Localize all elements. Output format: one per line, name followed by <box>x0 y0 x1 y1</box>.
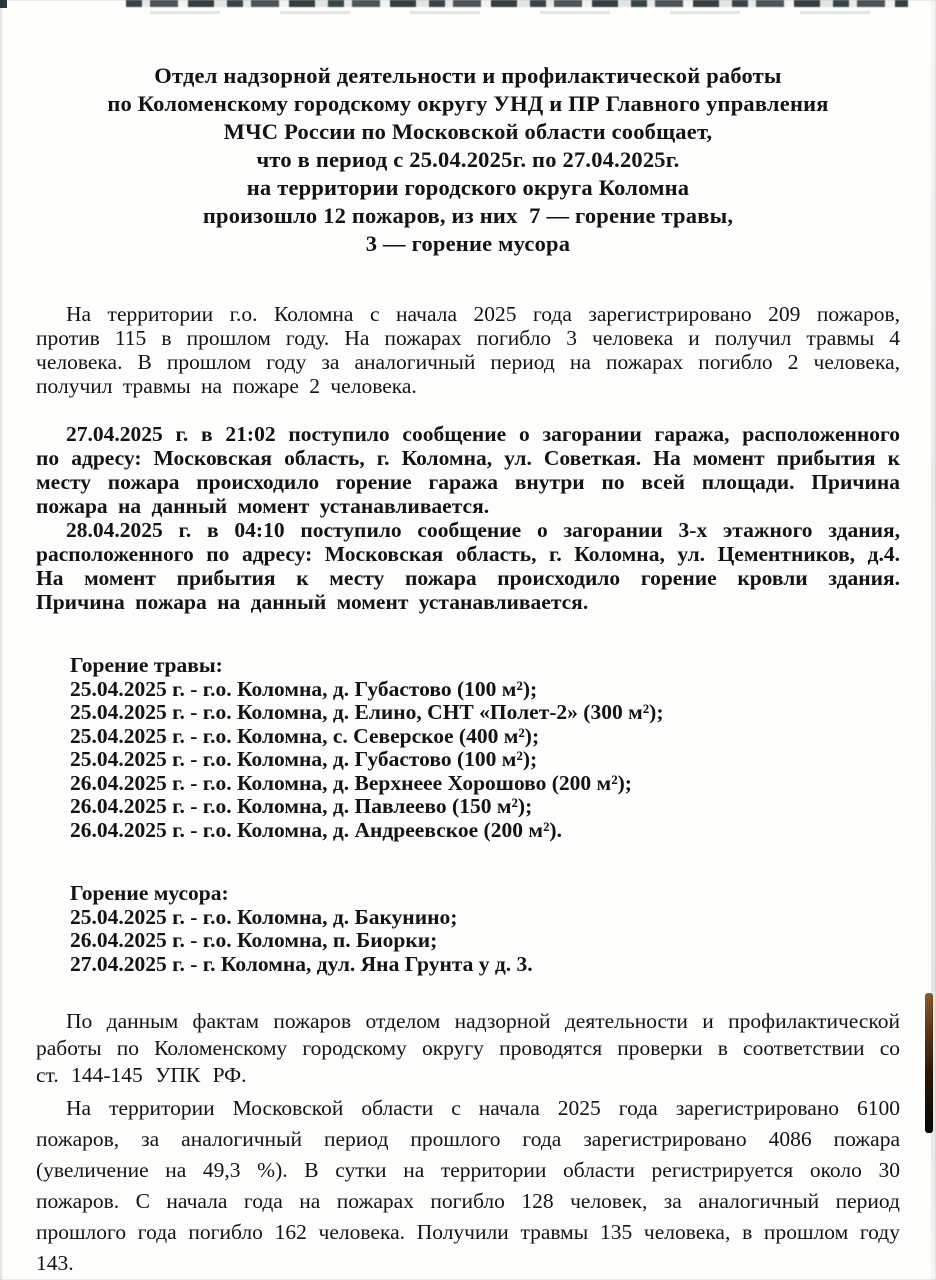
grass-burning-item: 26.04.2025 г. - г.о. Коломна, д. Андреевское (200 м²). <box>70 817 562 842</box>
paragraph-inspections-upk: По данным фактам пожаров отделом надзорной деятельности и профилактической работы по Коломенскому городскому округу проводятся проверки в соответствии со ст. 144-145 УПК РФ. <box>36 1009 900 1087</box>
trash-burning-item: 27.04.2025 г. - г. Коломна, дул. Яна Грунта у д. 3. <box>70 951 533 976</box>
grass-burning-item: 25.04.2025 г. - г.о. Коломна, д. Губастово (100 м²); <box>70 747 538 771</box>
paragraph-region-fire-stats: На территории Московской области с начала 2025 года зарегистрировано 6100 пожаров, за аналогичный период прошлого года зарегистрировано 4086 пожара (увеличение на 49,3 %). В сутки на территории области регистрируется около 30 пожаров. С начала года на пожарах погибло 128 человек, за аналогичный период прошлого года погибло 162 человека. Получили травмы 135 человека, в прошлом году 143. <box>36 1096 900 1275</box>
paragraph-building-fire-incident: 28.04.2025 г. в 04:10 поступило сообщение о загорании 3-х этажного здания, расположенного по адресу: Московская область, г. Коломна, ул. Цементников, д.4. На момент прибытия к месту пожара происходило горение кровли здания. Причина пожара на данный момент устанавливается. <box>36 518 900 614</box>
grass-burning-item: 26.04.2025 г. - г.о. Коломна, д. Верхнеее Хорошово (200 м²); <box>70 770 632 795</box>
trash-burning-item: 26.04.2025 г. - г.о. Коломна, п. Биорки; <box>70 928 438 952</box>
grass-burning-item: 25.04.2025 г. - г.о. Коломна, с. Северское (400 м²); <box>70 723 540 748</box>
grass-burning-list <box>70 654 900 842</box>
grass-burning-item: 26.04.2025 г. - г.о. Коломна, д. Павлеево (150 м²); <box>70 794 533 818</box>
header-line-6: произошло 12 пожаров, из них 7 — горение травы, <box>202 203 734 228</box>
document-header <box>60 62 876 258</box>
paragraph-garage-fire-incident: 27.04.2025 г. в 21:02 поступило сообщение о загорании гаража, расположенного по адресу: Московская область, г. Коломна, ул. Советкая. На момент прибытия к месту пожара происходило горение гаража внутри по всей площади. Причина пожара на данный момент устанавливается. <box>36 422 900 518</box>
grass-burning-item: 25.04.2025 г. - г.о. Коломна, д. Елино, СНТ «Полет-2» (300 м²); <box>70 700 664 724</box>
trash-burning-item: 25.04.2025 г. - г.о. Коломна, д. Бакунино; <box>70 904 458 929</box>
scan-artifact-top-edge <box>126 0 908 7</box>
header-line-5: на территории городского округа Коломна <box>246 175 690 200</box>
grass-burning-item: 25.04.2025 г. - г.о. Коломна, д. Губастово (100 м²); <box>70 676 538 701</box>
trash-burning-list <box>70 882 900 976</box>
trash-burning-title: Горение мусора: <box>70 881 229 905</box>
paragraph-local-fire-stats: На территории г.о. Коломна с начала 2025 года зарегистрировано 209 пожаров, против 115 в прошлом году. На пожарах погибло 3 человека и получил травмы 4 человека. В прошлом году за аналогичный период на пожарах погибло 2 человека, получил травмы на пожаре 2 человека. <box>36 302 900 398</box>
document-body <box>0 302 936 1279</box>
header-line-2: по Коломенскому городскому округу УНД и ПР Главного управления <box>107 91 829 116</box>
header-line-3: МЧС России по Московской области сообщает, <box>223 119 713 144</box>
header-line-1: Отдел надзорной деятельности и профилактической работы <box>154 63 782 88</box>
header-line-7: 3 — горение мусора <box>365 231 571 256</box>
scan-page-right-shade <box>931 0 936 1280</box>
header-line-4: что в период с 25.04.2025г. по 27.04.2025г. <box>256 147 680 172</box>
grass-burning-title: Горение травы: <box>70 653 223 677</box>
scan-page-left-shade <box>0 0 3 1280</box>
scan-artifact-top-faint <box>150 11 890 14</box>
